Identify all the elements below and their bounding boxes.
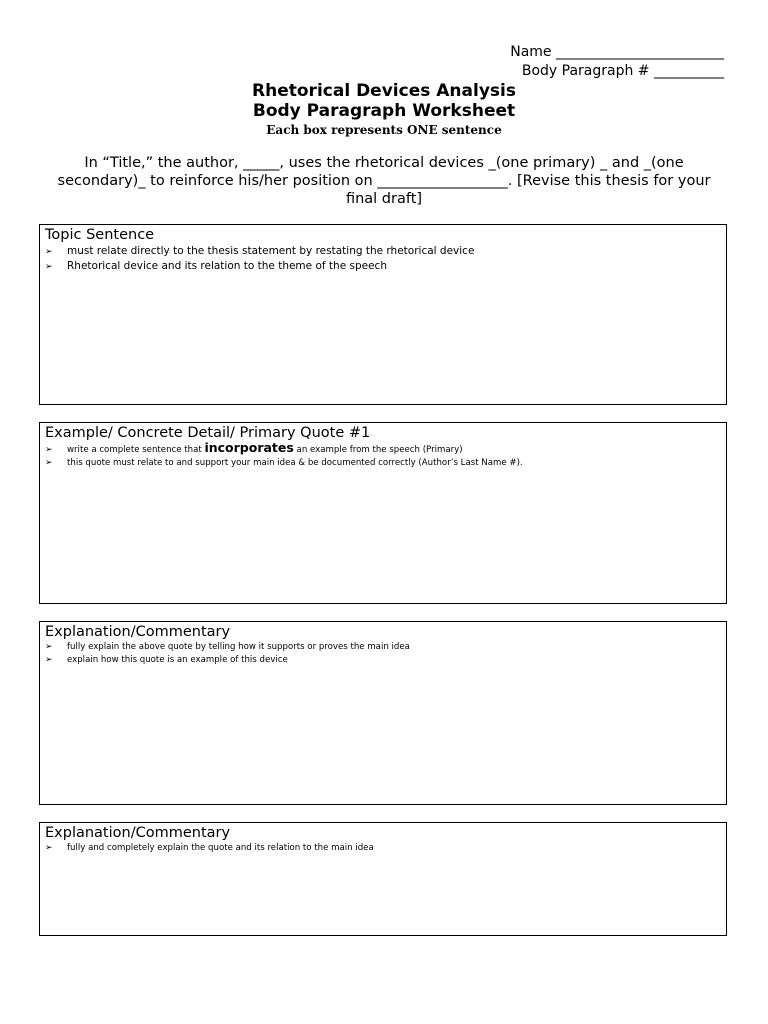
arrowhead-bullet-icon: ➢ bbox=[45, 262, 53, 272]
topic-sentence-bullets bbox=[45, 244, 721, 274]
list-item bbox=[45, 457, 721, 470]
arrowhead-bullet-icon: ➢ bbox=[45, 642, 53, 652]
arrowhead-bullet-icon: ➢ bbox=[45, 458, 53, 468]
bullet-text: Rhetorical device and its relation to the theme of the speech bbox=[67, 260, 387, 272]
list-item bbox=[45, 259, 721, 274]
explanation-commentary-box-1[interactable] bbox=[39, 621, 727, 805]
primary-quote-heading: Example/ Concrete Detail/ Primary Quote #1 bbox=[45, 425, 371, 441]
document-subtitle: Each box represents ONE sentence bbox=[266, 123, 502, 137]
name-line bbox=[510, 43, 724, 61]
list-item bbox=[45, 641, 721, 654]
bullet-text: explain how this quote is an example of this device bbox=[67, 655, 288, 665]
document-title-line-1: Rhetorical Devices Analysis bbox=[252, 81, 516, 101]
body-paragraph-label: Body Paragraph # bbox=[521, 63, 650, 79]
thesis-statement: In “Title,” the author, _____, uses the rhetorical devices _(one primary) _ and _(one secondary)_ to reinforce his/her position on __________________. [Revise this thesis for your final draft] bbox=[57, 155, 711, 207]
explanation-commentary-box-2[interactable] bbox=[39, 822, 727, 936]
arrowhead-bullet-icon: ➢ bbox=[45, 843, 53, 853]
body-paragraph-blank: __________ bbox=[654, 63, 724, 79]
list-item bbox=[45, 244, 721, 259]
bullet-text: fully explain the above quote by telling how it supports or proves the main idea bbox=[67, 642, 410, 652]
explanation-commentary-heading: Explanation/Commentary bbox=[45, 624, 231, 640]
explanation-commentary-bullets bbox=[45, 641, 721, 667]
topic-sentence-box[interactable] bbox=[39, 224, 727, 405]
arrowhead-bullet-icon: ➢ bbox=[45, 655, 53, 665]
name-blank: ________________________ bbox=[556, 44, 724, 60]
document-title-line-2: Body Paragraph Worksheet bbox=[252, 101, 516, 121]
bullet-text: fully and completely explain the quote and its relation to the main idea bbox=[67, 843, 374, 853]
bullet-text: must relate directly to the thesis statement by restating the rhetorical device bbox=[67, 245, 475, 257]
explanation-commentary-heading: Explanation/Commentary bbox=[45, 825, 231, 841]
list-item bbox=[45, 442, 721, 457]
arrowhead-bullet-icon: ➢ bbox=[45, 247, 53, 257]
explanation-commentary-bullets bbox=[45, 842, 721, 855]
body-paragraph-line bbox=[522, 62, 724, 80]
primary-quote-bullets bbox=[45, 442, 721, 470]
bullet-text bbox=[67, 442, 463, 456]
list-item bbox=[45, 654, 721, 667]
name-label: Name bbox=[510, 44, 552, 60]
bullet-text-start: write a complete sentence that bbox=[67, 445, 205, 455]
incorporates-emphasis: incorporates bbox=[204, 440, 294, 455]
topic-sentence-heading: Topic Sentence bbox=[45, 227, 155, 243]
bullet-text-end: an example from the speech (Primary) bbox=[293, 445, 463, 455]
primary-quote-box[interactable] bbox=[39, 422, 727, 604]
list-item bbox=[45, 842, 721, 855]
bullet-text: this quote must relate to and support your main idea & be documented correctly (Author’s Last Name #). bbox=[67, 458, 523, 468]
arrowhead-bullet-icon: ➢ bbox=[45, 445, 53, 455]
